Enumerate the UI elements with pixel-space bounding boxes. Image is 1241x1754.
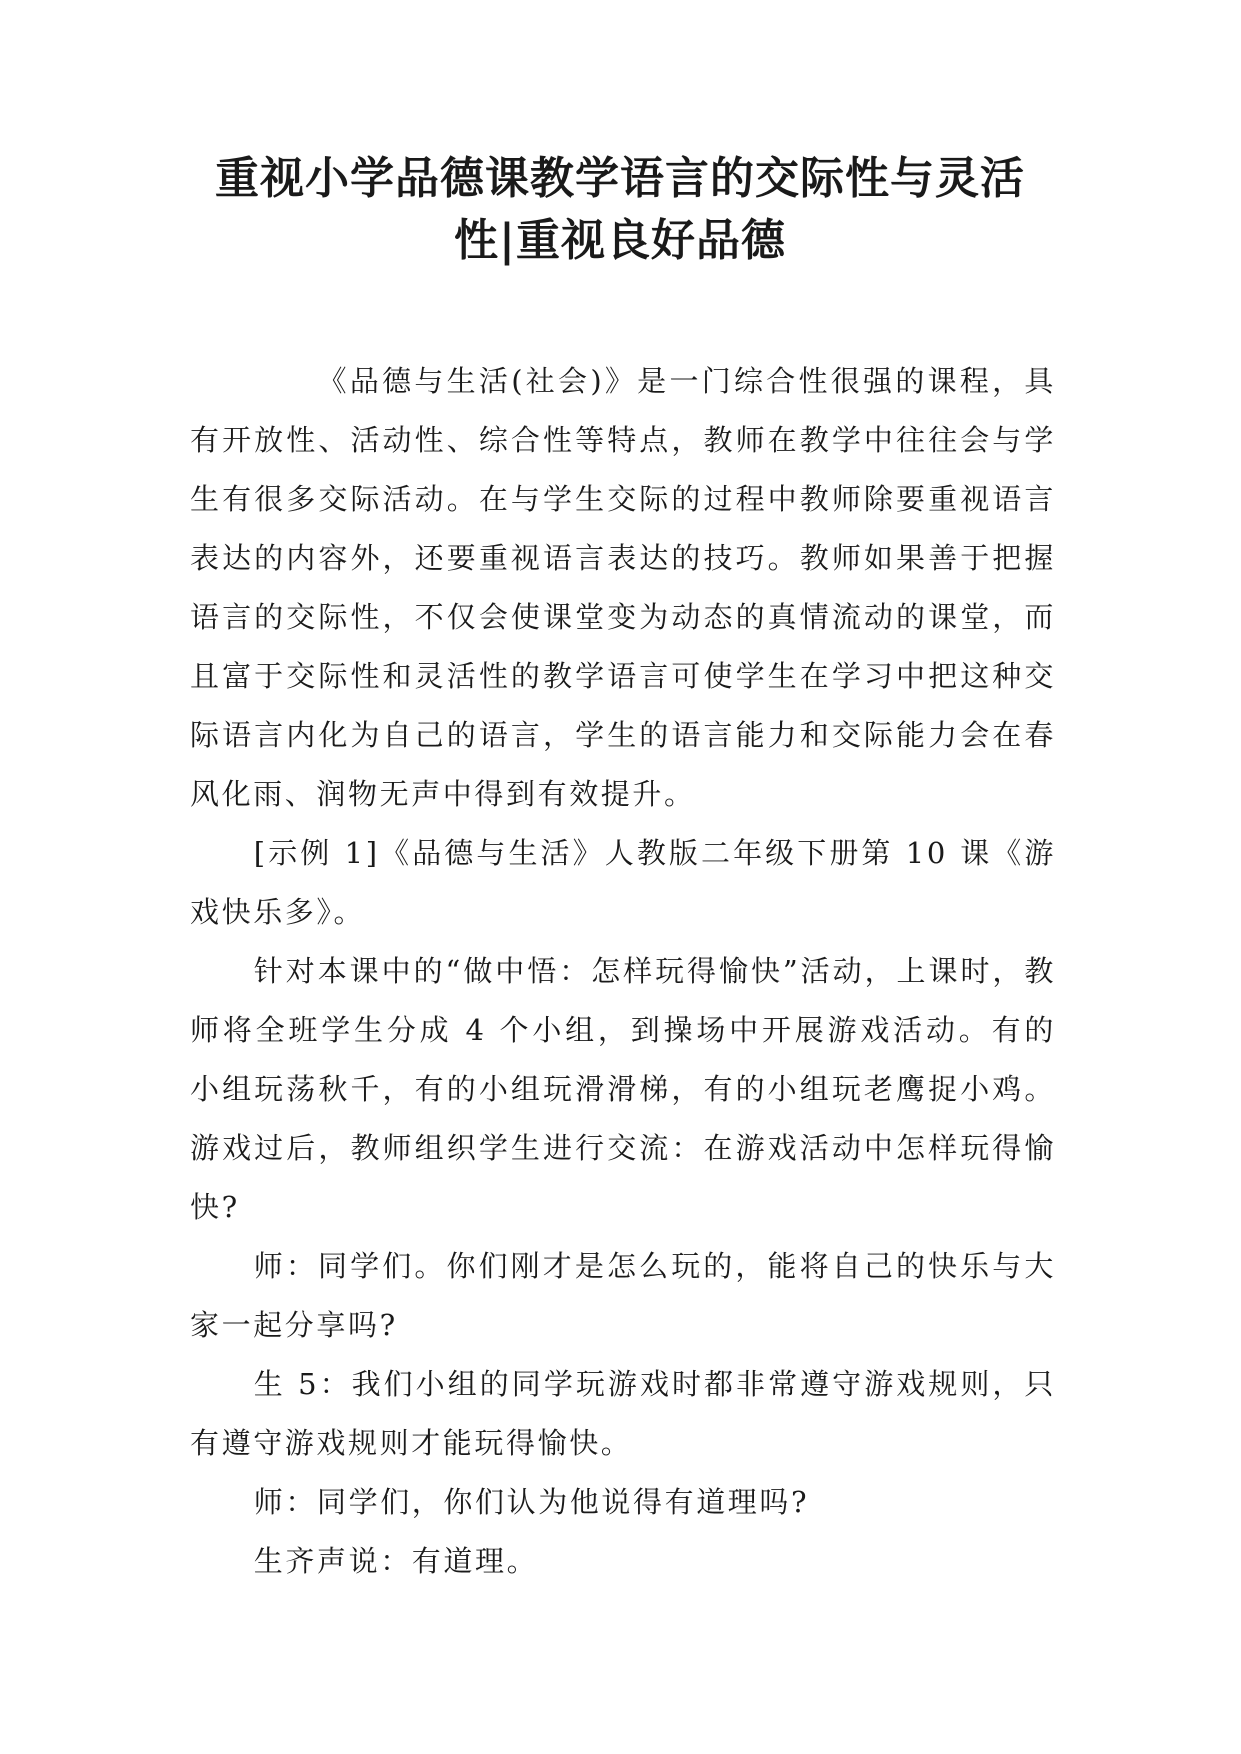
document-body: [190, 352, 1056, 1591]
paragraph-example-heading: [示例 1]《品德与生活》人教版二年级下册第 10 课《游戏快乐多》。: [190, 836, 1056, 929]
paragraph-student-answer: 生 5：我们小组的同学玩游戏时都非常遵守游戏规则，只有遵守游戏规则才能玩得愉快。: [190, 1367, 1056, 1460]
document-title: [150, 148, 1090, 272]
paragraph-intro: 《品德与生活(社会)》是一门综合性很强的课程，具有开放性、活动性、综合性等特点，教师在教学中往往会与学生有很多交际活动。在与学生交际的过程中教师除要重视语言表达的内容外，还要重视语言表达的技巧。教师如果善于把握语言的交际性，不仅会使课堂变为动态的真情流动的课堂，而且富于交际性和灵活性的教学语言可使学生在学习中把这种交际语言内化为自己的语言，学生的语言能力和交际能力会在春风化雨、润物无声中得到有效提升。: [190, 364, 1056, 811]
paragraph-class-response: 生齐声说：有道理。: [253, 1544, 539, 1578]
title-line-2: 性|重视良好品德: [453, 215, 786, 266]
title-line-1: 重视小学品德课教学语言的交际性与灵活: [215, 153, 1025, 204]
paragraph-activity: 针对本课中的“做中悟：怎样玩得愉快”活动，上课时，教师将全班学生分成 4 个小组，到操场中开展游戏活动。有的小组玩荡秋千，有的小组玩滑滑梯，有的小组玩老鹰捉小鸡。游戏过后，教师组织学生进行交流：在游戏活动中怎样玩得愉快?: [190, 954, 1056, 1224]
paragraph-teacher-question: 师：同学们。你们刚才是怎么玩的，能将自己的快乐与大家一起分享吗?: [190, 1249, 1056, 1342]
paragraph-teacher-followup: 师：同学们，你们认为他说得有道理吗?: [253, 1485, 810, 1519]
